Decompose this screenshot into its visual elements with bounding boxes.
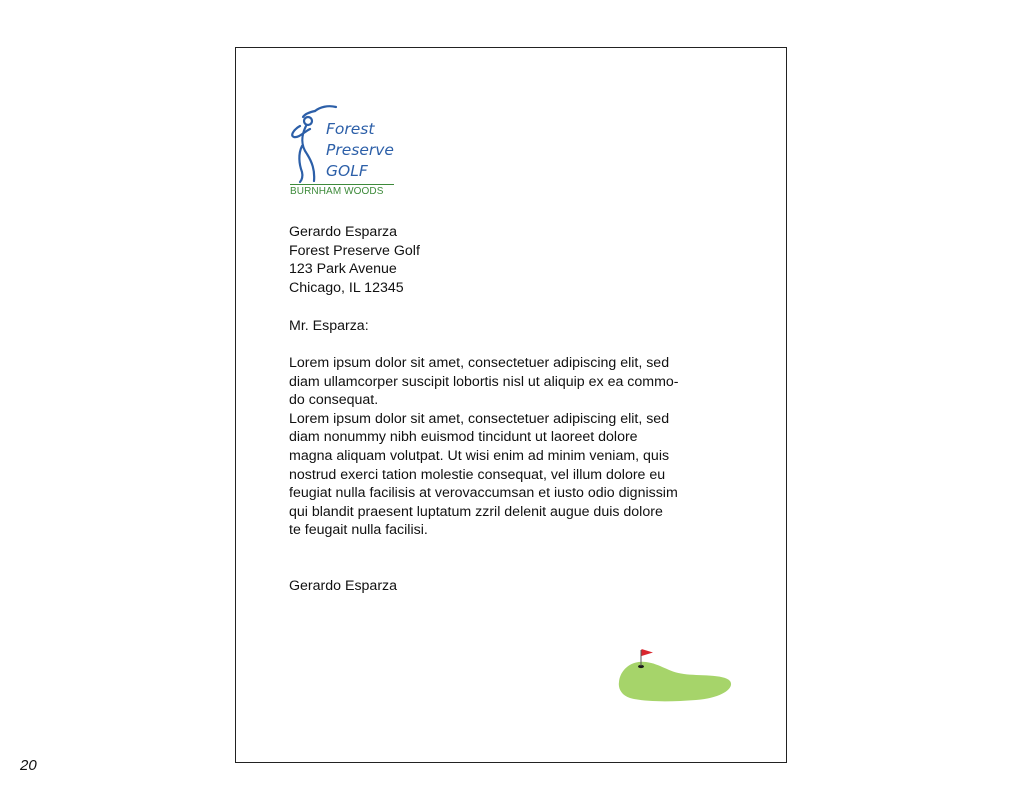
- logo-subtitle: BURNHAM WOODS: [290, 186, 384, 197]
- address-line: 123 Park Avenue: [289, 261, 397, 278]
- body-line: diam nonummy nibh euismod tincidunt ut laoreet dolore: [289, 429, 638, 446]
- letter-body: [289, 354, 734, 540]
- logo-line-golf: GOLF: [326, 162, 368, 180]
- signature: Gerardo Esparza: [289, 578, 398, 594]
- address-line: Gerardo Esparza: [289, 224, 398, 240]
- body-line: diam ullamcorper suscipit lobortis nisl ut aliquip ex ea commo-: [289, 373, 679, 390]
- forest-preserve-golf-logo: [288, 104, 398, 204]
- address-line: Chicago, IL 12345: [289, 279, 404, 296]
- address-line: Forest Preserve Golf: [289, 242, 420, 259]
- letterhead-page: [235, 47, 787, 763]
- logo-line-forest: Forest: [326, 120, 375, 138]
- body-line: do consequat.: [289, 392, 379, 409]
- logo-divider: [290, 184, 394, 185]
- body-line: qui blandit praesent luptatum zzril delenit augue duis dolore: [289, 503, 663, 520]
- golf-green-icon: [616, 646, 736, 704]
- body-line: feugiat nulla facilisis at verovaccumsan et iusto odio dignissim: [289, 485, 678, 502]
- logo-wordmark: [326, 119, 394, 182]
- body-line: magna aliquam volutpat. Ut wisi enim ad minim veniam, quis: [289, 447, 670, 464]
- body-line: te feugait nulla facilisi.: [289, 522, 428, 539]
- logo-line-preserve: Preserve: [326, 141, 394, 159]
- body-line: Lorem ipsum dolor sit amet, consectetuer adipiscing elit, sed: [289, 410, 670, 427]
- salutation: Mr. Esparza:: [289, 318, 369, 334]
- body-line: Lorem ipsum dolor sit amet, consectetuer adipiscing elit, sed: [289, 355, 670, 371]
- recipient-address: [289, 223, 420, 297]
- body-line: nostrud exerci tation molestie consequat, vel illum dolore eu: [289, 466, 666, 483]
- page-number: 20: [20, 757, 37, 774]
